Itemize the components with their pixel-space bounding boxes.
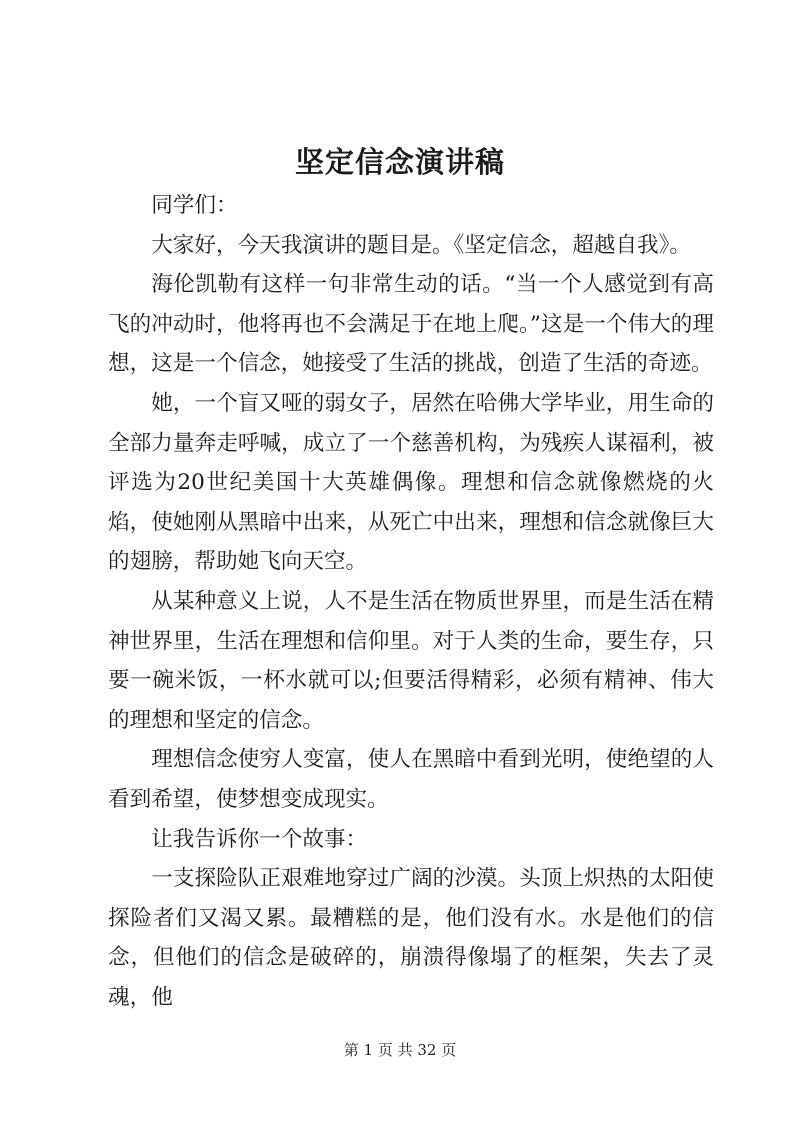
paragraph-intro: 大家好，今天我演讲的题目是。《坚定信念，超越自我》。 <box>151 232 692 258</box>
paragraph-greeting: 同学们： <box>151 193 238 218</box>
paragraph-ideals-power: 理想信念使穷人变富，使人在黑暗中看到光明，使绝望的人看到希望，使梦想变成现实。 <box>108 747 714 812</box>
document-title: 坚定信念演讲稿 <box>294 145 505 179</box>
document-body <box>108 186 714 1017</box>
paragraph-helen-keller-story: 她，一个盲又哑的弱女子，居然在哈佛大学毕业，用生命的全部力量奔走呼喊，成立了一个慈善机构，为残疾人谋福利，被评选为20世纪美国十大英雄偶像。理想和信念就像燃烧的火焰，使她刚从黑暗中出来，从死亡中出来，理想和信念就像巨大的翅膀，帮助她飞向天空。 <box>108 390 714 575</box>
paragraph-expedition-story: 一支探险队正艰难地穿过广阔的沙漠。头顶上炽热的太阳使探险者们又渴又累。最糟糕的是，他们没有水。水是他们的信念，但他们的信念是破碎的，崩溃得像塌了的框架，失去了灵魂，他 <box>108 866 714 1010</box>
paragraph-story-intro: 让我告诉你一个故事： <box>151 826 368 852</box>
paragraph-helen-keller-quote: 海伦凯勒有这样一句非常生动的话。“当一个人感觉到有高飞的冲动时，他将再也不会满足于在地上爬。”这是一个伟大的理想，这是一个信念，她接受了生活的挑战，创造了生活的奇迹。 <box>108 272 714 377</box>
page-footer: 第 1 页 共 32 页 <box>343 1041 457 1059</box>
paragraph-spiritual-world: 从某种意义上说，人不是生活在物质世界里，而是生活在精神世界里，生活在理想和信仰里。对于人类的生命，要生存，只要一碗米饭，一杯水就可以;但要活得精彩，必须有精神、伟大的理想和坚定的信念。 <box>108 588 714 733</box>
